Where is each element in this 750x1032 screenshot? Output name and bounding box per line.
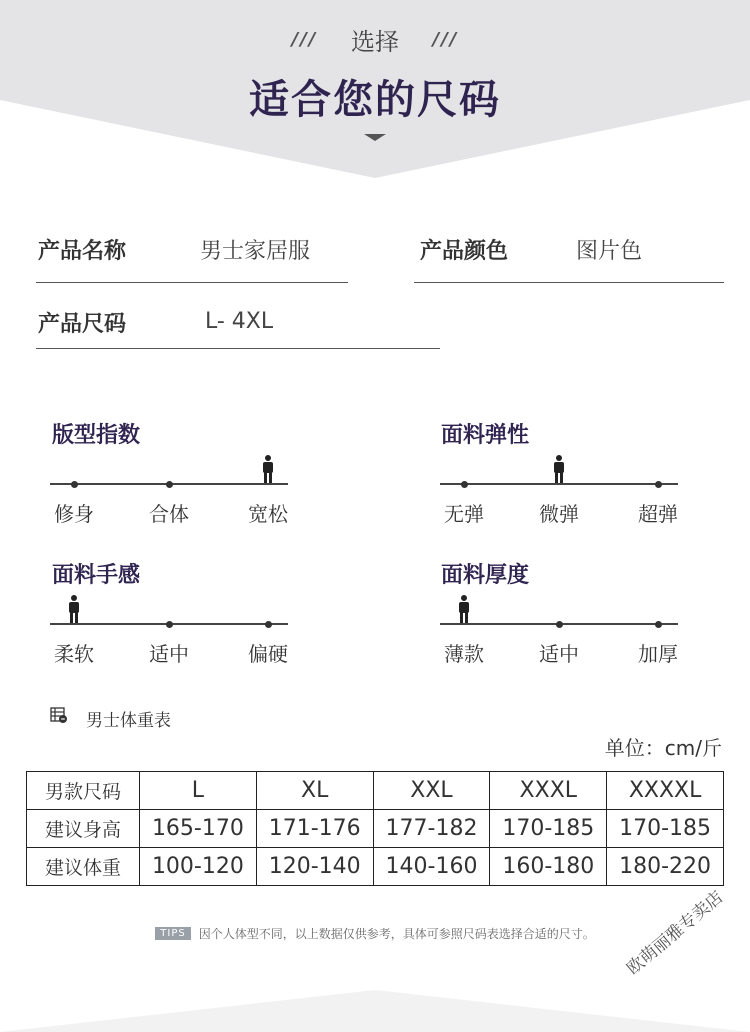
scale-title-elasticity: 面料弹性 — [441, 423, 530, 448]
divider — [36, 282, 348, 283]
header-small-title: 选择 — [351, 28, 399, 56]
size-table — [26, 771, 724, 886]
scale-title-hand-feel: 面料手感 — [52, 563, 141, 588]
table-row — [27, 848, 724, 886]
chevron-down-icon — [364, 134, 386, 141]
scale-track — [440, 483, 678, 485]
table-cell: 100-120 — [140, 848, 257, 886]
tips-note — [0, 925, 750, 942]
table-cell: 177-182 — [373, 810, 490, 848]
table-cell: 建议体重 — [27, 848, 140, 886]
scale-label: 宽松 — [248, 502, 288, 526]
scale-title-thickness: 面料厚度 — [441, 563, 530, 588]
scale-label: 超弹 — [638, 502, 678, 526]
person-marker-icon — [553, 455, 565, 483]
table-icon — [50, 706, 68, 724]
scale-label: 适中 — [539, 642, 579, 666]
product-name-value: 男士家居服 — [200, 239, 311, 264]
scale-label: 适中 — [149, 642, 189, 666]
product-color-label: 产品颜色 — [420, 239, 509, 264]
table-row — [27, 810, 724, 848]
dashes-right: /// — [432, 29, 459, 50]
scale-title-fit-index: 版型指数 — [52, 423, 141, 448]
product-size-value: L- 4XL — [205, 309, 274, 334]
scale-label: 薄款 — [444, 642, 484, 666]
scale-dot — [166, 621, 173, 628]
tips-tag: TIPS — [155, 927, 190, 940]
scale-dot — [655, 621, 662, 628]
table-cell: 140-160 — [373, 848, 490, 886]
table-cell: 建议身高 — [27, 810, 140, 848]
scale-label: 无弹 — [444, 502, 484, 526]
scale-dot — [166, 481, 173, 488]
size-table-title: 男士体重表 — [86, 711, 171, 731]
scale-dot — [655, 481, 662, 488]
scale-dot — [71, 481, 78, 488]
unit-label: 单位：cm/斤 — [604, 736, 722, 760]
scale-label: 合体 — [149, 502, 189, 526]
person-marker-icon — [68, 595, 80, 623]
product-name-label: 产品名称 — [38, 239, 127, 264]
table-cell: XXL — [373, 772, 490, 810]
scale-dot — [556, 621, 563, 628]
divider — [36, 348, 440, 349]
scale-label: 修身 — [54, 502, 94, 526]
header-subtitle — [0, 22, 750, 57]
table-cell: 171-176 — [256, 810, 373, 848]
dashes-left: /// — [291, 29, 318, 50]
scale-dot — [461, 481, 468, 488]
table-cell: XXXL — [490, 772, 607, 810]
table-cell: 120-140 — [256, 848, 373, 886]
person-marker-icon — [458, 595, 470, 623]
scale-label: 偏硬 — [248, 642, 288, 666]
product-size-label: 产品尺码 — [38, 312, 127, 337]
scale-dot — [265, 621, 272, 628]
product-color-value: 图片色 — [576, 239, 643, 264]
table-cell: L — [140, 772, 257, 810]
scale-label: 微弹 — [539, 502, 579, 526]
person-marker-icon — [262, 455, 274, 483]
table-cell: 160-180 — [490, 848, 607, 886]
scale-label: 柔软 — [54, 642, 94, 666]
table-cell: 男款尺码 — [27, 772, 140, 810]
scale-label: 加厚 — [638, 642, 678, 666]
divider — [414, 282, 724, 283]
table-cell: 170-185 — [490, 810, 607, 848]
table-cell: 180-220 — [607, 848, 724, 886]
tips-text: 因个人体型不同，以上数据仅供参考，具体可参照尺码表选择合适的尺寸。 — [198, 927, 595, 941]
table-cell: 170-185 — [607, 810, 724, 848]
shop-watermark: 欧萌丽雅专卖店 — [623, 887, 728, 980]
table-cell: 165-170 — [140, 810, 257, 848]
table-cell: XL — [256, 772, 373, 810]
table-header-row — [27, 772, 724, 810]
page-title: 适合您的尺码 — [249, 77, 501, 123]
table-cell: XXXXL — [607, 772, 724, 810]
